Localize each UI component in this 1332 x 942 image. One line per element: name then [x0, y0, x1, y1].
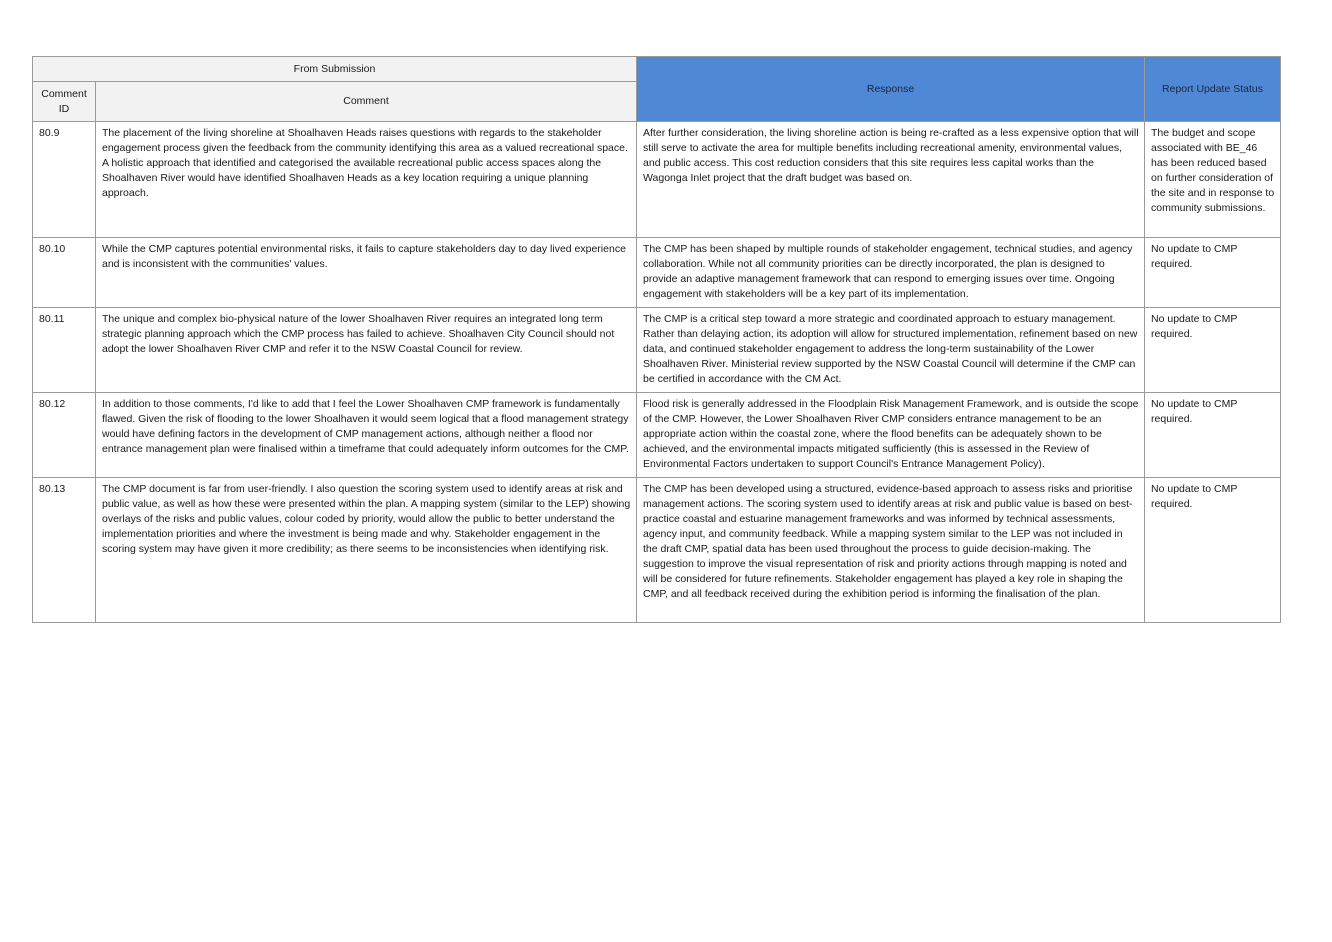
comment-header: Comment — [96, 82, 637, 122]
comment-id-cell: 80.11 — [33, 308, 96, 393]
status-cell: No update to CMP required. — [1145, 393, 1281, 478]
report-update-status-header: Report Update Status — [1145, 57, 1281, 122]
comment-id-cell: 80.10 — [33, 238, 96, 308]
group-header-row — [33, 57, 1281, 82]
submissions-table — [32, 56, 1281, 623]
response-cell: The CMP has been shaped by multiple rounds of stakeholder engagement, technical studies, and agency collaboration. While not all community priorities can be directly incorporated, the plan is designed to provide an adaptive management framework that can respond to emerging issues over time. Ongoing engagement with stakeholders will be a key part of its implementation. — [637, 238, 1145, 308]
table-row — [33, 478, 1281, 623]
from-submission-header: From Submission — [33, 57, 637, 82]
response-header: Response — [637, 57, 1145, 122]
response-cell: Flood risk is generally addressed in the Floodplain Risk Management Framework, and is outside the scope of the CMP. However, the Lower Shoalhaven River CMP considers entrance management to be an appropriate action within the coastal zone, where the flood benefits can be adequately shown to be achieved, and the environmental impacts mitigated sufficiently (this is assessed in the Review of Environmental Factors undertaken to support Council's Entrance Management Policy). — [637, 393, 1145, 478]
response-cell: After further consideration, the living shoreline action is being re-crafted as a less expensive option that will still serve to activate the area for multiple benefits including recreational amenity, environmental values, and public access. This cost reduction considers that this site requires less capital works than the Wagonga Inlet project that the draft budget was based on. — [637, 122, 1145, 238]
comment-cell: The CMP document is far from user-friendly. I also question the scoring system used to identify areas at risk and public value, as well as how these were presented within the plan. A mapping system (similar to the LEP) showing overlays of the risks and public values, colour coded by priority, would allow the public to better understand the implementation priorities and where the investment is being made and why. Stakeholder engagement in the scoring system may have given it more credibility; as there seems to be inconsistencies when identifying risk. — [96, 478, 637, 623]
table-row — [33, 238, 1281, 308]
comment-id-cell: 80.12 — [33, 393, 96, 478]
status-cell: No update to CMP required. — [1145, 238, 1281, 308]
table-row — [33, 393, 1281, 478]
comment-cell: The placement of the living shoreline at Shoalhaven Heads raises questions with regards to the stakeholder engagement process given the feedback from the community identifying this area as a valued recreational space. A holistic approach that identified and categorised the available recreational public access spaces along the Shoalhaven River would have identified Shoalhaven Heads as a key location requiring a unique planning approach. — [96, 122, 637, 238]
status-cell: The budget and scope associated with BE_46 has been reduced based on further consideration of the site and in response to community submissions. — [1145, 122, 1281, 238]
response-cell: The CMP is a critical step toward a more strategic and coordinated approach to estuary management. Rather than delaying action, its adoption will allow for structured implementation, refinement based on new data, and continued stakeholder engagement to address the long-term sustainability of the Lower Shoalhaven River. Ministerial review supported by the NSW Coastal Council will determine if the CMP can be certified in accordance with the CM Act. — [637, 308, 1145, 393]
comment-cell: While the CMP captures potential environmental risks, it fails to capture stakeholders day to day lived experience and is inconsistent with the communities' values. — [96, 238, 637, 308]
status-cell: No update to CMP required. — [1145, 478, 1281, 623]
table-row — [33, 308, 1281, 393]
table-row — [33, 122, 1281, 238]
comment-id-cell: 80.13 — [33, 478, 96, 623]
comment-cell: In addition to those comments, I'd like to add that I feel the Lower Shoalhaven CMP framework is fundamentally flawed. Given the risk of flooding to the lower Shoalhaven it would seem logical that a flood management strategy would have defining factors in the development of CMP management actions, although neither a flood nor entrance management plan were finalised within a timeframe that could adequately inform outcomes for the CMP. — [96, 393, 637, 478]
comment-id-header: Comment ID — [33, 82, 96, 122]
comment-cell: The unique and complex bio-physical nature of the lower Shoalhaven River requires an integrated long term strategic planning approach which the CMP process has failed to achieve. Shoalhaven City Council should not adopt the lower Shoalhaven River CMP and refer it to the NSW Coastal Council for review. — [96, 308, 637, 393]
submission-response-sheet — [32, 56, 1280, 623]
status-cell: No update to CMP required. — [1145, 308, 1281, 393]
response-cell: The CMP has been developed using a structured, evidence-based approach to assess risks and prioritise management actions. The scoring system used to identify areas at risk and public value is based on best-practice coastal and estuarine management frameworks and was informed by technical assessments, agency input, and community feedback. While a mapping system similar to the LEP was not included in the draft CMP, spatial data has been used throughout the process to guide decision-making. The suggestion to improve the visual representation of risk and priority actions through mapping is noted and will be considered for future refinements. Stakeholder engagement has played a key role in shaping the CMP, and all feedback received during the exhibition period is informing the finalisation of the plan. — [637, 478, 1145, 623]
comment-id-cell: 80.9 — [33, 122, 96, 238]
